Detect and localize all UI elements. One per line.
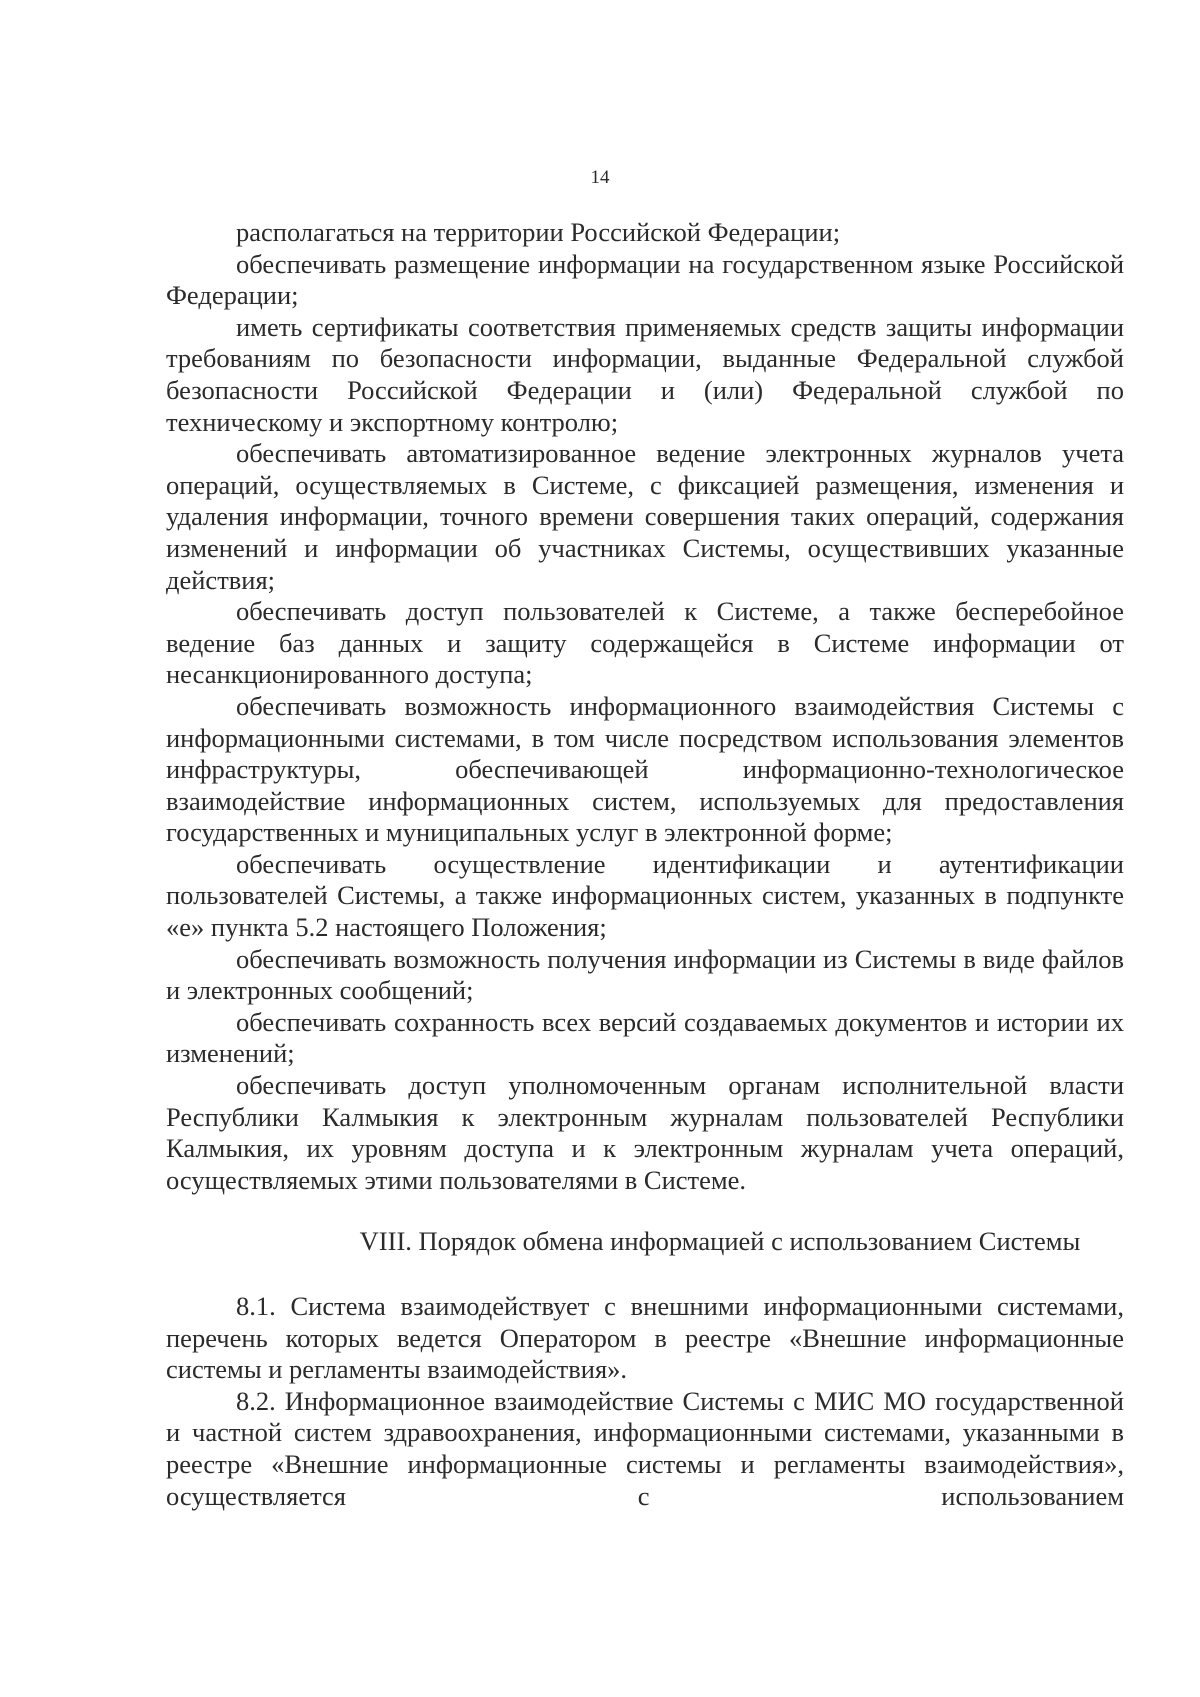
paragraph-user-access: обеспечивать доступ пользователей к Системе, а также бесперебойное ведение баз данных и защиту содержащейся в Системе информации от несанкционированного доступа;: [166, 596, 1124, 690]
section-heading: VIII. Порядок обмена информацией с использованием Системы: [359, 1226, 1081, 1257]
paragraph-8-2: 8.2. Информационное взаимодействие Системы с МИС МО государственной и частной систем здравоохранения, информационными системами, указанными в реестре «Внешние информационные системы и регламенты взаимодействия», осуществляется с использованием: [166, 1385, 1124, 1511]
paragraph-location: располагаться на территории Российской Федерации;: [236, 217, 841, 247]
paragraph-8-1: 8.1. Система взаимодействует с внешними информационными системами, перечень которых ведется Оператором в реестре «Внешние информационные системы и регламенты взаимодействия».: [166, 1291, 1124, 1385]
paragraph-operation-journals: обеспечивать автоматизированное ведение электронных журналов учета операций, осуществляемых в Системе, с фиксацией размещения, изменения и удаления информации, точного времени совершения таких операций, содержания изменений и информации об участниках Системы, осуществивших указанные действия;: [166, 438, 1124, 595]
paragraph-state-language: обеспечивать размещение информации на государственном языке Российской Федерации;: [166, 248, 1124, 311]
paragraph-authority-access: обеспечивать доступ уполномоченным органам исполнительной власти Республики Калмыкия к электронным журналам пользователей Республики Калмыкия, их уровням доступа и к электронным журналам учета операций, осуществляемых этими пользователями в Системе.: [166, 1070, 1124, 1195]
page-number: 14: [590, 167, 610, 188]
paragraph-interaction: обеспечивать возможность информационного взаимодействия Системы с информационными системами, в том числе посредством использования элементов инфраструктуры, обеспечивающей информационно-технологическое взаимодействие информационных систем, используемых для предоставления государственных и муниципальных услуг в электронной форме;: [166, 690, 1124, 848]
paragraph-file-export: обеспечивать возможность получения информации из Системы в виде файлов и электронных сообщений;: [166, 943, 1124, 1006]
document-body: [166, 217, 1124, 1512]
paragraph-version-history: обеспечивать сохранность всех версий создаваемых документов и истории их изменений;: [166, 1006, 1124, 1069]
paragraph-certificates: иметь сертификаты соответствия применяемых средств защиты информации требованиям по безопасности информации, выданные Федеральной службой безопасности Российской Федерации и (или) Федеральной службой по техническому и экспортному контролю;: [166, 311, 1124, 437]
paragraph-identification: обеспечивать осуществление идентификации и аутентификации пользователей Системы, а также информационных систем, указанных в подпункте «е» пункта 5.2 настоящего Положения;: [166, 848, 1124, 943]
